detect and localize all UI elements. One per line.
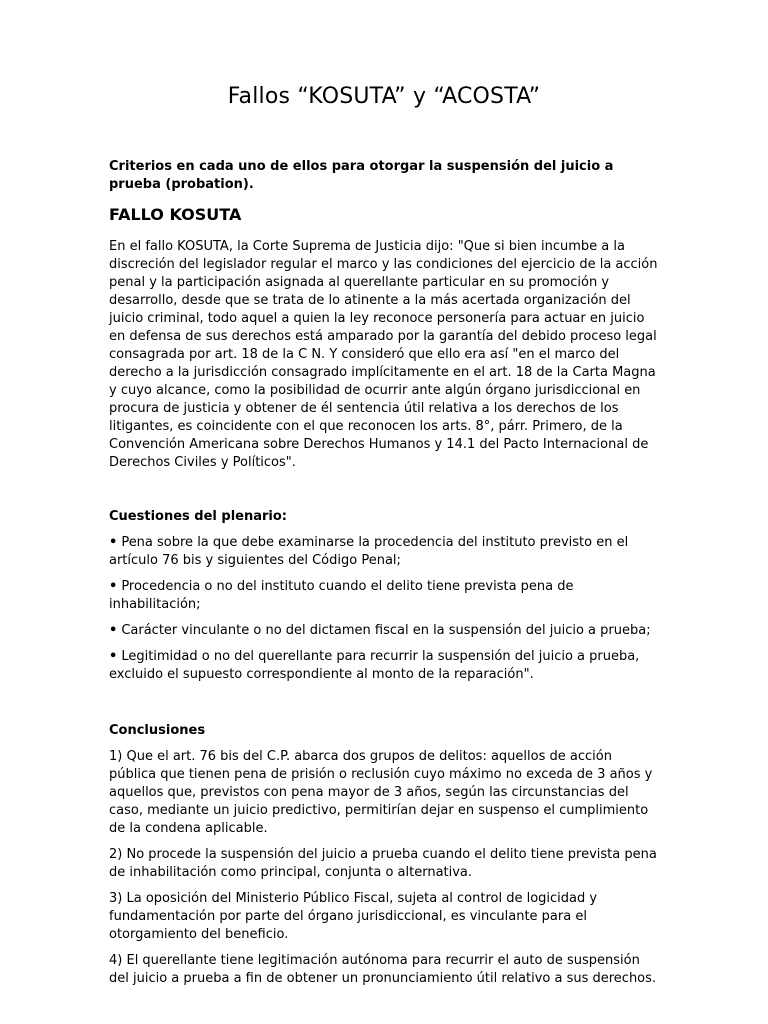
list-item: • Carácter vinculante o no del dictamen fiscal en la suspensión del juicio a prueba; <box>109 622 661 640</box>
conclusion-item: 3) La oposición del Ministerio Público Fiscal, sujeta al control de logicidad y fundamentación por parte del órgano jurisdiccional, es vinculante para el otorgamiento del beneficio. <box>109 891 598 942</box>
section-heading-fallo-kosuta: FALLO KOSUTA <box>109 205 242 224</box>
document-subtitle: Criterios en cada uno de ellos para otorgar la suspensión del juicio a prueba (probation). <box>109 159 614 192</box>
conclusion-item: 4) El querellante tiene legitimación autónoma para recurrir el auto de suspensión del juicio a prueba a fin de obtener un pronunciamiento útil relativo a sus derechos. <box>109 953 657 986</box>
document-body <box>109 158 661 996</box>
conclusion-item: 1) Que el art. 76 bis del C.P. abarca dos grupos de delitos: aquellos de acción pública que tienen pena de prisión o reclusión cuyo máximo no exceda de 3 años y aquellos que, previstos con pena mayor de 3 años, según las circunstancias del caso, mediante un juicio predictivo, permitirían dejar en suspenso el cumplimiento de la condena aplicable. <box>109 749 653 836</box>
section-heading-conclusiones: Conclusiones <box>109 723 206 738</box>
list-item: • Legitimidad o no del querellante para recurrir la suspensión del juicio a prueba, excluido el supuesto correspondiente al monto de la reparación". <box>109 648 661 684</box>
section-heading-cuestiones: Cuestiones del plenario: <box>109 509 287 524</box>
cuestiones-list <box>109 534 661 684</box>
fallo-kosuta-paragraph: En el fallo KOSUTA, la Corte Suprema de Justicia dijo: "Que si bien incumbe a la discreción del legislador regular el marco y las condiciones del ejercicio de la acción penal y la participación asignada al querellante particular en su promoción y desarrollo, desde que se trata de lo atinente a la más acertada organización del juicio criminal, todo aquel a quien la ley reconoce personería para actuar en juicio en defensa de sus derechos está amparado por la garantía del debido proceso legal consagrada por art. 18 de la C N. Y consideró que ello era así "en el marco del derecho a la jurisdicción consagrado implícitamente en el art. 18 de la Carta Magna y cuyo alcance, como la posibilidad de ocurrir ante algún órgano jurisdiccional en procura de justicia y obtener de él sentencia útil relativa a los derechos de los litigantes, es coincidente con el que reconocen los arts. 8°, párr. Primero, de la Convención Americana sobre Derechos Humanos y 14.1 del Pacto Internacional de Derechos Civiles y Políticos". <box>109 239 658 470</box>
list-item: • Procedencia o no del instituto cuando el delito tiene prevista pena de inhabilitación; <box>109 578 661 614</box>
conclusion-item: 2) No procede la suspensión del juicio a prueba cuando el delito tiene prevista pena de inhabilitación como principal, conjunta o alternativa. <box>109 847 657 880</box>
list-item: • Pena sobre la que debe examinarse la procedencia del instituto previsto en el artículo 76 bis y siguientes del Código Penal; <box>109 534 661 570</box>
conclusiones-list <box>109 748 661 988</box>
document-title: Fallos “KOSUTA” y “ACOSTA” <box>227 84 541 109</box>
